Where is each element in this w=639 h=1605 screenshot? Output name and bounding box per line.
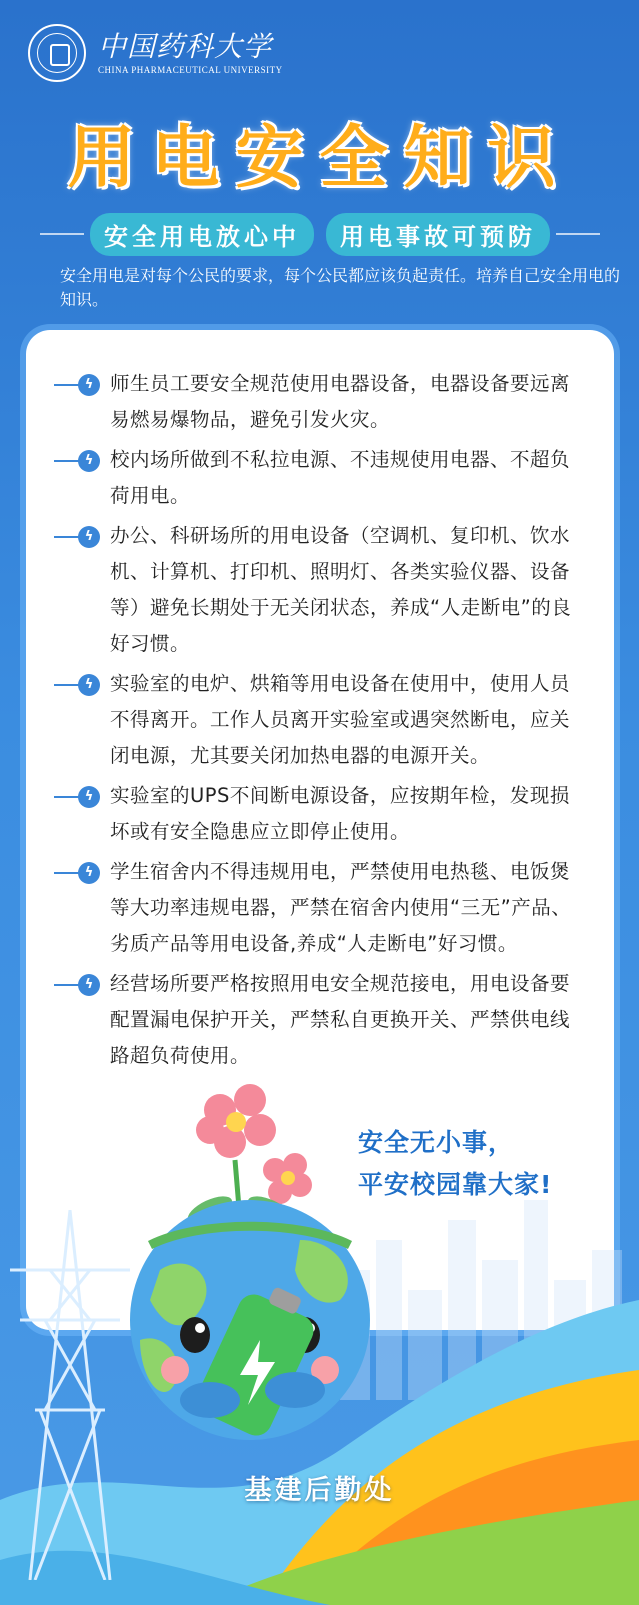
rule-text: 校内场所做到不私拉电源、不违规使用电器、不超负荷用电。 <box>110 448 571 507</box>
list-item <box>26 442 614 514</box>
page-title: 用电安全知识 <box>67 119 572 198</box>
rule-marker <box>54 450 102 472</box>
rule-text: 实验室的UPS不间断电源设备，应按期年检，发现损坏或有安全隐患应立即停止使用。 <box>110 784 570 843</box>
rule-text: 师生员工要安全规范使用电器设备，电器设备要远离易燃易爆物品，避免引发火灾。 <box>110 372 571 431</box>
intro-text: 安全用电是对每个公民的要求，每个公民都应该负起责任。培养自己安全用电的知识。 <box>60 266 621 309</box>
rule-text: 办公、科研场所的用电设备（空调机、复印机、饮水机、计算机、打印机、照明灯、各类实验仪器、设备等）避免长期处于无关闭状态，养成“人走断电”的良好习惯。 <box>110 524 572 655</box>
rules-list <box>26 366 614 1078</box>
rule-text: 经营场所要严格按照用电安全规范接电，用电设备要配置漏电保护开关，严禁私自更换开关、严禁供电线路超负荷使用。 <box>110 972 571 1067</box>
lightning-icon: ϟ <box>78 374 100 396</box>
university-logo <box>28 24 283 82</box>
list-item <box>26 518 614 662</box>
rule-marker <box>54 862 102 884</box>
list-item <box>26 966 614 1074</box>
rule-marker <box>54 786 102 808</box>
tagline <box>358 1122 552 1206</box>
slogan-1: 安全用电放心中 <box>90 213 314 256</box>
university-name-cn: 中国药科大学 <box>98 30 273 63</box>
slogan-divider-left <box>40 233 84 235</box>
lightning-icon: ϟ <box>78 674 100 696</box>
lightning-icon: ϟ <box>78 974 100 996</box>
slogan-2: 用电事故可预防 <box>326 213 550 256</box>
university-name-en: CHINA PHARMACEUTICAL UNIVERSITY <box>98 65 283 75</box>
list-item <box>26 778 614 850</box>
lightning-icon: ϟ <box>78 526 100 548</box>
rule-marker <box>54 674 102 696</box>
rule-text: 实验室的电炉、烘箱等用电设备在使用中，使用人员不得离开。工作人员离开实验室或遇突然断电，应关闭电源，尤其要关闭加热电器的电源开关。 <box>110 672 571 767</box>
list-item <box>26 666 614 774</box>
slogan-divider-right <box>556 233 600 235</box>
tagline-line-1: 安全无小事， <box>358 1128 515 1157</box>
globe-mascot-illustration <box>100 1070 400 1450</box>
tagline-line-2: 平安校园靠大家! <box>358 1170 553 1199</box>
lightning-icon: ϟ <box>78 450 100 472</box>
list-item <box>26 366 614 438</box>
footer-department: 基建后勤处 <box>244 1475 395 1506</box>
rule-marker <box>54 974 102 996</box>
slogan-row <box>40 214 600 254</box>
rule-marker <box>54 374 102 396</box>
lightning-icon: ϟ <box>78 862 100 884</box>
rule-text: 学生宿舍内不得违规用电，严禁使用电热毯、电饭煲等大功率违规电器，严禁在宿舍内使用“三无”产品、劣质产品等用电设备,养成“人走断电”好习惯。 <box>110 860 572 955</box>
list-item <box>26 854 614 962</box>
university-seal-icon <box>28 24 86 82</box>
rule-marker <box>54 526 102 548</box>
lightning-icon: ϟ <box>78 786 100 808</box>
